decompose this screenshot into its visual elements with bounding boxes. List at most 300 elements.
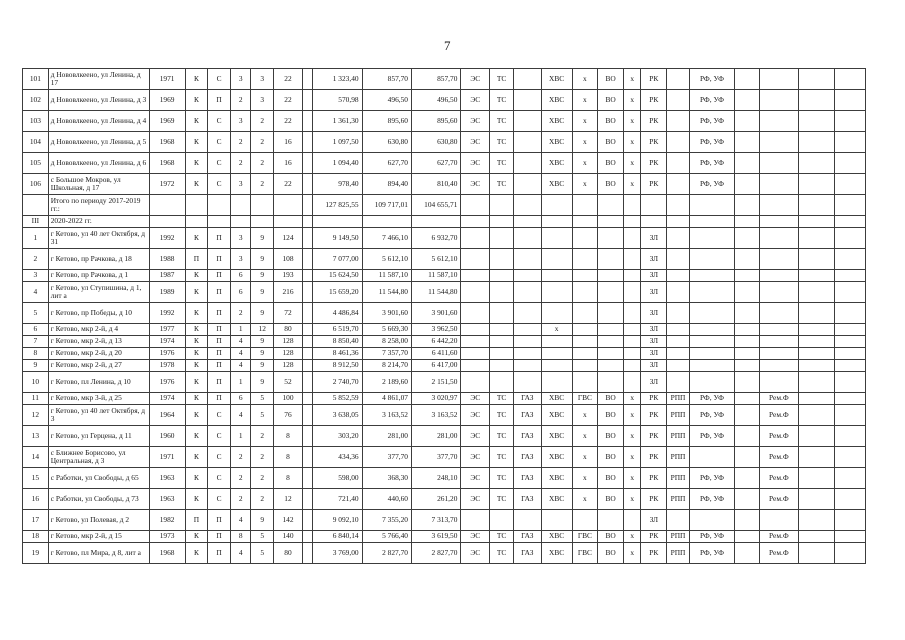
table-cell: 1 094,40: [313, 153, 362, 174]
table-cell: [461, 195, 490, 216]
table-cell: 13: [23, 426, 49, 447]
table-cell: 1982: [149, 510, 185, 531]
table-cell: [834, 489, 865, 510]
table-cell: РК: [641, 405, 667, 426]
table-cell: [598, 324, 624, 336]
table-cell: 895,60: [412, 111, 461, 132]
table-cell: 9 149,50: [313, 228, 362, 249]
table-cell: 3 163,52: [412, 405, 461, 426]
table-cell: [689, 510, 734, 531]
table-cell: 2: [230, 90, 251, 111]
table-cell: ГВС: [572, 543, 598, 564]
table-cell: [541, 372, 572, 393]
table-cell: ЭС: [461, 405, 490, 426]
table-cell: [461, 228, 490, 249]
table-cell: 1968: [149, 153, 185, 174]
table-cell: [208, 195, 231, 216]
table-cell: 1978: [149, 360, 185, 372]
table-cell: [461, 360, 490, 372]
table-cell: 377,70: [362, 447, 411, 468]
table-cell: 193: [274, 270, 303, 282]
table-cell: [834, 405, 865, 426]
table-cell: РПП: [667, 543, 690, 564]
table-cell: 248,10: [412, 468, 461, 489]
table-cell: ЭС: [461, 468, 490, 489]
table-cell: [735, 348, 760, 360]
table-cell: [689, 360, 734, 372]
table-cell: ВО: [598, 393, 624, 405]
table-cell: 6: [230, 282, 251, 303]
table-cell: 6 932,70: [412, 228, 461, 249]
table-cell: РК: [641, 90, 667, 111]
table-cell: [689, 324, 734, 336]
table-cell: [302, 531, 312, 543]
table-cell: [759, 510, 798, 531]
table-cell: ХВС: [541, 489, 572, 510]
table-cell: 5 766,40: [362, 531, 411, 543]
table-cell: [759, 174, 798, 195]
table-cell: [759, 216, 798, 228]
table-cell: [667, 510, 690, 531]
table-cell: 18: [23, 531, 49, 543]
table-cell: ЭС: [461, 543, 490, 564]
table-cell: [302, 336, 312, 348]
table-cell: 2: [251, 489, 274, 510]
table-cell: ГАЗ: [513, 426, 541, 447]
table-cell: [667, 249, 690, 270]
table-cell: [798, 282, 834, 303]
table-cell: [623, 324, 640, 336]
table-cell: РПП: [667, 405, 690, 426]
table-cell: [302, 132, 312, 153]
table-cell: 128: [274, 348, 303, 360]
table-cell: ЭС: [461, 393, 490, 405]
table-cell: ХВС: [541, 69, 572, 90]
table-cell: ТС: [490, 543, 514, 564]
table-cell: [689, 303, 734, 324]
table-cell: С: [208, 69, 231, 90]
table-cell: [689, 228, 734, 249]
table-cell: [735, 426, 760, 447]
table-cell: [313, 216, 362, 228]
table-cell: П: [185, 249, 208, 270]
table-cell: 2: [251, 111, 274, 132]
table-cell: К: [185, 228, 208, 249]
table-cell: х: [623, 447, 640, 468]
table-cell: [834, 216, 865, 228]
table-row: [23, 303, 866, 324]
table-cell: [689, 447, 734, 468]
table-cell: 1: [230, 324, 251, 336]
table-cell: [735, 360, 760, 372]
table-cell: 5: [23, 303, 49, 324]
table-cell: 2: [251, 468, 274, 489]
table-cell: 7: [23, 336, 49, 348]
table-cell: 8: [274, 468, 303, 489]
table-cell: 2 827,70: [412, 543, 461, 564]
table-cell: ГАЗ: [513, 531, 541, 543]
table-cell: [572, 303, 598, 324]
table-cell: 6 519,70: [313, 324, 362, 336]
table-cell: [667, 282, 690, 303]
table-cell: 4: [230, 543, 251, 564]
table-cell: 108: [274, 249, 303, 270]
table-cell: [490, 348, 514, 360]
table-cell: ВО: [598, 468, 624, 489]
table-cell: П: [208, 282, 231, 303]
table-cell: [834, 249, 865, 270]
table-row: [23, 132, 866, 153]
table-row: [23, 153, 866, 174]
table-cell: [641, 195, 667, 216]
table-row: [23, 510, 866, 531]
table-cell: [834, 510, 865, 531]
table-cell: [461, 372, 490, 393]
table-cell: 2: [251, 447, 274, 468]
table-cell: [490, 282, 514, 303]
table-cell: РФ, УФ: [689, 405, 734, 426]
table-row: [23, 489, 866, 510]
table-cell: [834, 393, 865, 405]
table-cell: 4 486,84: [313, 303, 362, 324]
table-cell: РФ, УФ: [689, 426, 734, 447]
table-cell: х: [623, 174, 640, 195]
table-cell: РФ, УФ: [689, 393, 734, 405]
table-cell: [667, 69, 690, 90]
table-cell: х: [623, 489, 640, 510]
table-cell: ТС: [490, 69, 514, 90]
table-cell: 3: [230, 111, 251, 132]
table-cell: [623, 372, 640, 393]
table-cell: [667, 360, 690, 372]
table-cell: [623, 510, 640, 531]
table-cell: [302, 153, 312, 174]
table-cell: ЭС: [461, 69, 490, 90]
table-cell: [598, 228, 624, 249]
table-cell: [834, 132, 865, 153]
table-cell: ХВС: [541, 90, 572, 111]
table-cell: К: [185, 393, 208, 405]
table-cell: х: [572, 153, 598, 174]
table-cell: х: [623, 153, 640, 174]
table-cell: 2: [251, 426, 274, 447]
table-cell: 4: [230, 405, 251, 426]
table-cell: х: [572, 174, 598, 195]
table-cell: 2 827,70: [362, 543, 411, 564]
table-cell: [572, 282, 598, 303]
table-cell: 109 717,01: [362, 195, 411, 216]
table-cell: [834, 69, 865, 90]
table-cell: [735, 132, 760, 153]
table-cell: д Нововлкеено, ул Ленина, д 3: [48, 90, 149, 111]
table-cell: х: [572, 90, 598, 111]
table-cell: К: [185, 531, 208, 543]
table-cell: ХВС: [541, 543, 572, 564]
table-cell: ВО: [598, 543, 624, 564]
table-cell: [735, 393, 760, 405]
table-cell: [412, 216, 461, 228]
table-cell: 9: [251, 270, 274, 282]
table-cell: [461, 216, 490, 228]
table-cell: [572, 249, 598, 270]
table-cell: [302, 468, 312, 489]
table-cell: [689, 216, 734, 228]
table-cell: 368,30: [362, 468, 411, 489]
table-cell: [572, 195, 598, 216]
table-cell: 2: [230, 447, 251, 468]
table-cell: ЗЛ: [641, 336, 667, 348]
table-cell: х: [572, 447, 598, 468]
table-cell: [834, 543, 865, 564]
table-cell: 303,20: [313, 426, 362, 447]
table-cell: РПП: [667, 447, 690, 468]
table-cell: [759, 270, 798, 282]
table-cell: [598, 270, 624, 282]
table-cell: [461, 282, 490, 303]
table-cell: 6 840,14: [313, 531, 362, 543]
table-cell: 128: [274, 336, 303, 348]
table-cell: 1964: [149, 405, 185, 426]
table-cell: х: [572, 132, 598, 153]
table-cell: III: [23, 216, 49, 228]
table-cell: [667, 216, 690, 228]
table-row: [23, 372, 866, 393]
table-cell: [572, 228, 598, 249]
table-cell: К: [185, 405, 208, 426]
table-cell: ВО: [598, 426, 624, 447]
table-cell: [667, 174, 690, 195]
table-cell: 857,70: [362, 69, 411, 90]
table-cell: 14: [23, 447, 49, 468]
table-cell: 895,60: [362, 111, 411, 132]
table-cell: ТС: [490, 447, 514, 468]
table-cell: ЗЛ: [641, 249, 667, 270]
table-cell: 11 544,80: [412, 282, 461, 303]
table-cell: 11 587,10: [362, 270, 411, 282]
table-cell: 15 624,50: [313, 270, 362, 282]
table-cell: К: [185, 348, 208, 360]
table-cell: РПП: [667, 531, 690, 543]
table-cell: К: [185, 270, 208, 282]
table-cell: х: [572, 69, 598, 90]
table-cell: 8: [230, 531, 251, 543]
table-cell: 9: [251, 360, 274, 372]
table-cell: К: [185, 282, 208, 303]
table-cell: РФ, УФ: [689, 111, 734, 132]
table-cell: [302, 543, 312, 564]
table-cell: 1974: [149, 336, 185, 348]
table-cell: [689, 372, 734, 393]
table-cell: [598, 510, 624, 531]
page-number: 7: [444, 38, 451, 53]
table-cell: х: [623, 90, 640, 111]
table-cell: ГАЗ: [513, 393, 541, 405]
table-cell: ХВС: [541, 111, 572, 132]
table-row: [23, 531, 866, 543]
table-cell: П: [208, 228, 231, 249]
table-cell: [302, 324, 312, 336]
table-cell: 4: [23, 282, 49, 303]
table-cell: х: [623, 531, 640, 543]
table-cell: РФ, УФ: [689, 69, 734, 90]
table-cell: [541, 303, 572, 324]
table-cell: 281,00: [412, 426, 461, 447]
table-cell: 1974: [149, 393, 185, 405]
table-cell: 630,80: [412, 132, 461, 153]
table-cell: РК: [641, 153, 667, 174]
table-cell: [274, 216, 303, 228]
table-cell: д Нововлкеено, ул Ленина, д 5: [48, 132, 149, 153]
table-cell: х: [623, 393, 640, 405]
table-cell: ТС: [490, 153, 514, 174]
table-cell: [208, 216, 231, 228]
table-cell: П: [208, 393, 231, 405]
table-row: [23, 324, 866, 336]
table-cell: ЗЛ: [641, 228, 667, 249]
table-cell: ХВС: [541, 405, 572, 426]
table-row: [23, 348, 866, 360]
table-row: [23, 360, 866, 372]
table-cell: [667, 132, 690, 153]
table-cell: П: [208, 270, 231, 282]
table-cell: ХВС: [541, 447, 572, 468]
table-cell: 598,00: [313, 468, 362, 489]
table-cell: 5: [251, 543, 274, 564]
table-cell: ЗЛ: [641, 282, 667, 303]
table-cell: ЗЛ: [641, 372, 667, 393]
table-cell: ЗЛ: [641, 348, 667, 360]
table-cell: 1: [230, 426, 251, 447]
table-cell: 2: [230, 303, 251, 324]
table-cell: ЭС: [461, 489, 490, 510]
table-cell: [798, 510, 834, 531]
table-cell: 2 189,60: [362, 372, 411, 393]
table-cell: 1989: [149, 282, 185, 303]
table-cell: [513, 348, 541, 360]
table-cell: ТС: [490, 174, 514, 195]
table-cell: 102: [23, 90, 49, 111]
table-cell: [798, 348, 834, 360]
table-cell: [623, 348, 640, 360]
table-cell: [834, 90, 865, 111]
table-cell: [513, 360, 541, 372]
table-cell: 11: [23, 393, 49, 405]
table-cell: РК: [641, 426, 667, 447]
table-cell: 9: [251, 282, 274, 303]
table-cell: [490, 228, 514, 249]
table-cell: РК: [641, 174, 667, 195]
table-cell: [302, 303, 312, 324]
table-cell: [302, 393, 312, 405]
table-cell: [667, 336, 690, 348]
table-cell: 6 442,20: [412, 336, 461, 348]
table-cell: ТС: [490, 489, 514, 510]
table-cell: [513, 153, 541, 174]
table-cell: К: [185, 111, 208, 132]
table-cell: К: [185, 174, 208, 195]
table-cell: [798, 303, 834, 324]
table-cell: 1976: [149, 348, 185, 360]
table-cell: [798, 228, 834, 249]
table-cell: ХВС: [541, 426, 572, 447]
table-cell: г Кетово, мкр 2-й, д 13: [48, 336, 149, 348]
table-cell: РК: [641, 393, 667, 405]
table-cell: [689, 348, 734, 360]
table-cell: ЭС: [461, 426, 490, 447]
table-cell: с Ближнее Борисово, ул Центральная, д 3: [48, 447, 149, 468]
table-cell: ТС: [490, 393, 514, 405]
table-cell: г Кетово, мкр 2-й, д 15: [48, 531, 149, 543]
table-cell: г Кетово, мкр 2-й, д 4: [48, 324, 149, 336]
table-cell: ГВС: [572, 531, 598, 543]
table-cell: 4: [230, 336, 251, 348]
table-cell: [759, 132, 798, 153]
table-row: [23, 393, 866, 405]
table-cell: С: [208, 111, 231, 132]
table-cell: [667, 90, 690, 111]
table-cell: ХВС: [541, 468, 572, 489]
table-cell: [798, 336, 834, 348]
table-cell: 6 417,00: [412, 360, 461, 372]
table-cell: [362, 216, 411, 228]
table-cell: [513, 372, 541, 393]
table-cell: 261,20: [412, 489, 461, 510]
table-cell: [834, 282, 865, 303]
table-cell: К: [185, 153, 208, 174]
table-cell: [798, 531, 834, 543]
table-cell: 52: [274, 372, 303, 393]
table-cell: [598, 195, 624, 216]
table-cell: [735, 372, 760, 393]
table-cell: [798, 543, 834, 564]
table-cell: С: [208, 447, 231, 468]
table-cell: 377,70: [412, 447, 461, 468]
table-cell: г Кетово, пл Ленина, д 10: [48, 372, 149, 393]
table-cell: [667, 111, 690, 132]
table-cell: [513, 111, 541, 132]
table-cell: [302, 282, 312, 303]
table-cell: С: [208, 174, 231, 195]
table-cell: х: [572, 468, 598, 489]
table-cell: РФ, УФ: [689, 531, 734, 543]
table-cell: 1971: [149, 447, 185, 468]
table-cell: К: [185, 372, 208, 393]
table-cell: [834, 447, 865, 468]
table-cell: [735, 249, 760, 270]
table-cell: г Кетово, пр Рачкова, д 1: [48, 270, 149, 282]
table-row: [23, 336, 866, 348]
table-cell: 2: [251, 174, 274, 195]
table-cell: 857,70: [412, 69, 461, 90]
table-cell: 5: [251, 405, 274, 426]
table-cell: 3 901,60: [362, 303, 411, 324]
table-cell: [689, 282, 734, 303]
table-cell: ВО: [598, 447, 624, 468]
table-cell: 1969: [149, 111, 185, 132]
table-cell: [302, 270, 312, 282]
table-cell: [461, 324, 490, 336]
table-cell: 22: [274, 69, 303, 90]
table-cell: 978,40: [313, 174, 362, 195]
table-cell: [490, 336, 514, 348]
table-cell: 1 323,40: [313, 69, 362, 90]
table-cell: г Кетово, ул 40 лет Октября, д 3: [48, 405, 149, 426]
table-cell: 496,50: [412, 90, 461, 111]
table-cell: 2: [230, 468, 251, 489]
table-cell: [149, 216, 185, 228]
table-cell: х: [572, 405, 598, 426]
table-cell: 8: [274, 426, 303, 447]
